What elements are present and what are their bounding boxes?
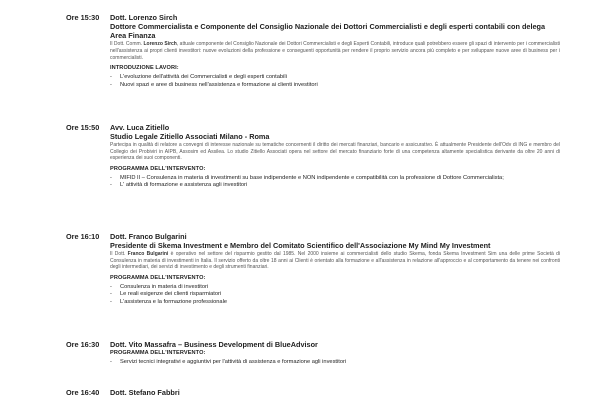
speaker-name: Avv. Luca Zitiello [110,123,170,132]
speaker-role: Studio Legale Zitiello Associati Milano - Roma [110,132,270,141]
speaker-description: Partecipa in qualità di relatore a convegni di interesse nazionale su tematiche concernenti il diritto dei mercati finanziari, bancario e assicurativo. È attualmente Presidente dell'Odv di ING e membro del Collegio dei Probiviri in AIPB, Assosim ed Assilea. Lo studio Zitiello Associati opera nel settore del mercato finanziario forte di una competenza altamente specialistica derivante da oltre 20 anni di esperienza dei suoi componenti. [110,141,560,162]
speaker-role: Dottore Commercialista e Componente del Consiglio Nazionale dei Dottori Commercialisti e degli esperti contabili con delega Area Finanza [110,22,546,41]
program-heading: PROGRAMMA DELL'INTERVENTO: [110,165,206,172]
entry-time: Ore 16:30 [66,340,100,349]
speaker-name-inline: Franco Bulgarini [127,250,169,257]
program-list [110,284,560,307]
entry-content [110,232,560,306]
speaker-description: Il Dott. Comm. Lorenzo Sirch, attuale componente del Consiglio Nazionale dei Dottori Commercialisti e degli Esperti Contabili, introduce quali potrebbero essere gli spazi di intervento per i commercialisti nell'assistenza ai propri clienti investitori: nuove evoluzioni della professione e conseguenti opportunità per rendere il proprio servizio ancora più completo e per sviluppare nuove aree di business per i commercialisti. [110,41,560,61]
program-list [110,74,560,89]
speaker-role: Presidente di Skema Investment e Membro del Comitato Scientifico dell'Associazione My Mind My Investment [110,241,491,250]
list-item: - Nuovi spazi e aree di business nell'assistenza e formazione ai clienti investitori [110,82,560,90]
entry-content [110,340,560,367]
entry-content [110,13,560,89]
program-heading: PROGRAMMA DELL'INTERVENTO: [110,274,206,281]
entry-time: Ore 16:10 [66,232,100,241]
list-item: - MIFID II – Consulenza in materia di investimenti su base indipendente e NON indipendente e compatibilità con la professione di Dottore Commercialista; [110,175,560,183]
entry-content [110,388,560,397]
list-item: - Servizi tecnici integrativi e aggiuntivi per l'attività di assistenza e formazione agli investitori [110,359,560,367]
speaker-name: Dott. Lorenzo Sirch [110,13,178,22]
speaker-description: Il Dott. Franco Bulgarini è operativo nel settore del risparmio gestito dal 1985. Nel 2000 insieme ai commercialisti dello studio Skema, fonda Skema Investment Sim una delle prime Società di Consulenza in materia di investimenti in Italia. Il servizio offerto da oltre 18 anni ai Clienti è orientato alla formazione e all'assistenza in relazione all'approccio e al comportamento da tenere nei confronti degli intermediari, dei servizi di investimento e degli strumenti finanziari. [110,250,560,271]
list-item: - L' attività di formazione e assistenza agli investitori [110,182,560,190]
speaker-name: Dott. Franco Bulgarini [110,232,187,241]
list-item: - L'evoluzione dell'attività dei Commercialisti e degli esperti contabili [110,74,560,82]
speaker-name: Dott. Vito Massafra – Business Development di BlueAdvisor [110,340,318,349]
entry-content [110,123,560,190]
entry-time: Ore 15:30 [66,13,100,22]
program-heading: INTRODUZIONE LAVORI: [110,65,179,72]
program-heading: PROGRAMMA DELL'INTERVENTO: [110,350,206,356]
entry-time: Ore 15:50 [66,123,100,132]
list-item: - Le reali esigenze dei clienti risparmiatori [110,291,560,299]
program-list [110,175,560,190]
speaker-name: Dott. Stefano Fabbri [110,388,180,397]
list-item: - Consulenza in materia di investitori [110,284,560,292]
list-item: - L'assistenza e la formazione professionale [110,299,560,307]
entry-time: Ore 16:40 [66,388,100,397]
program-list [110,359,560,367]
speaker-name-inline: Lorenzo Sirch [143,41,177,48]
